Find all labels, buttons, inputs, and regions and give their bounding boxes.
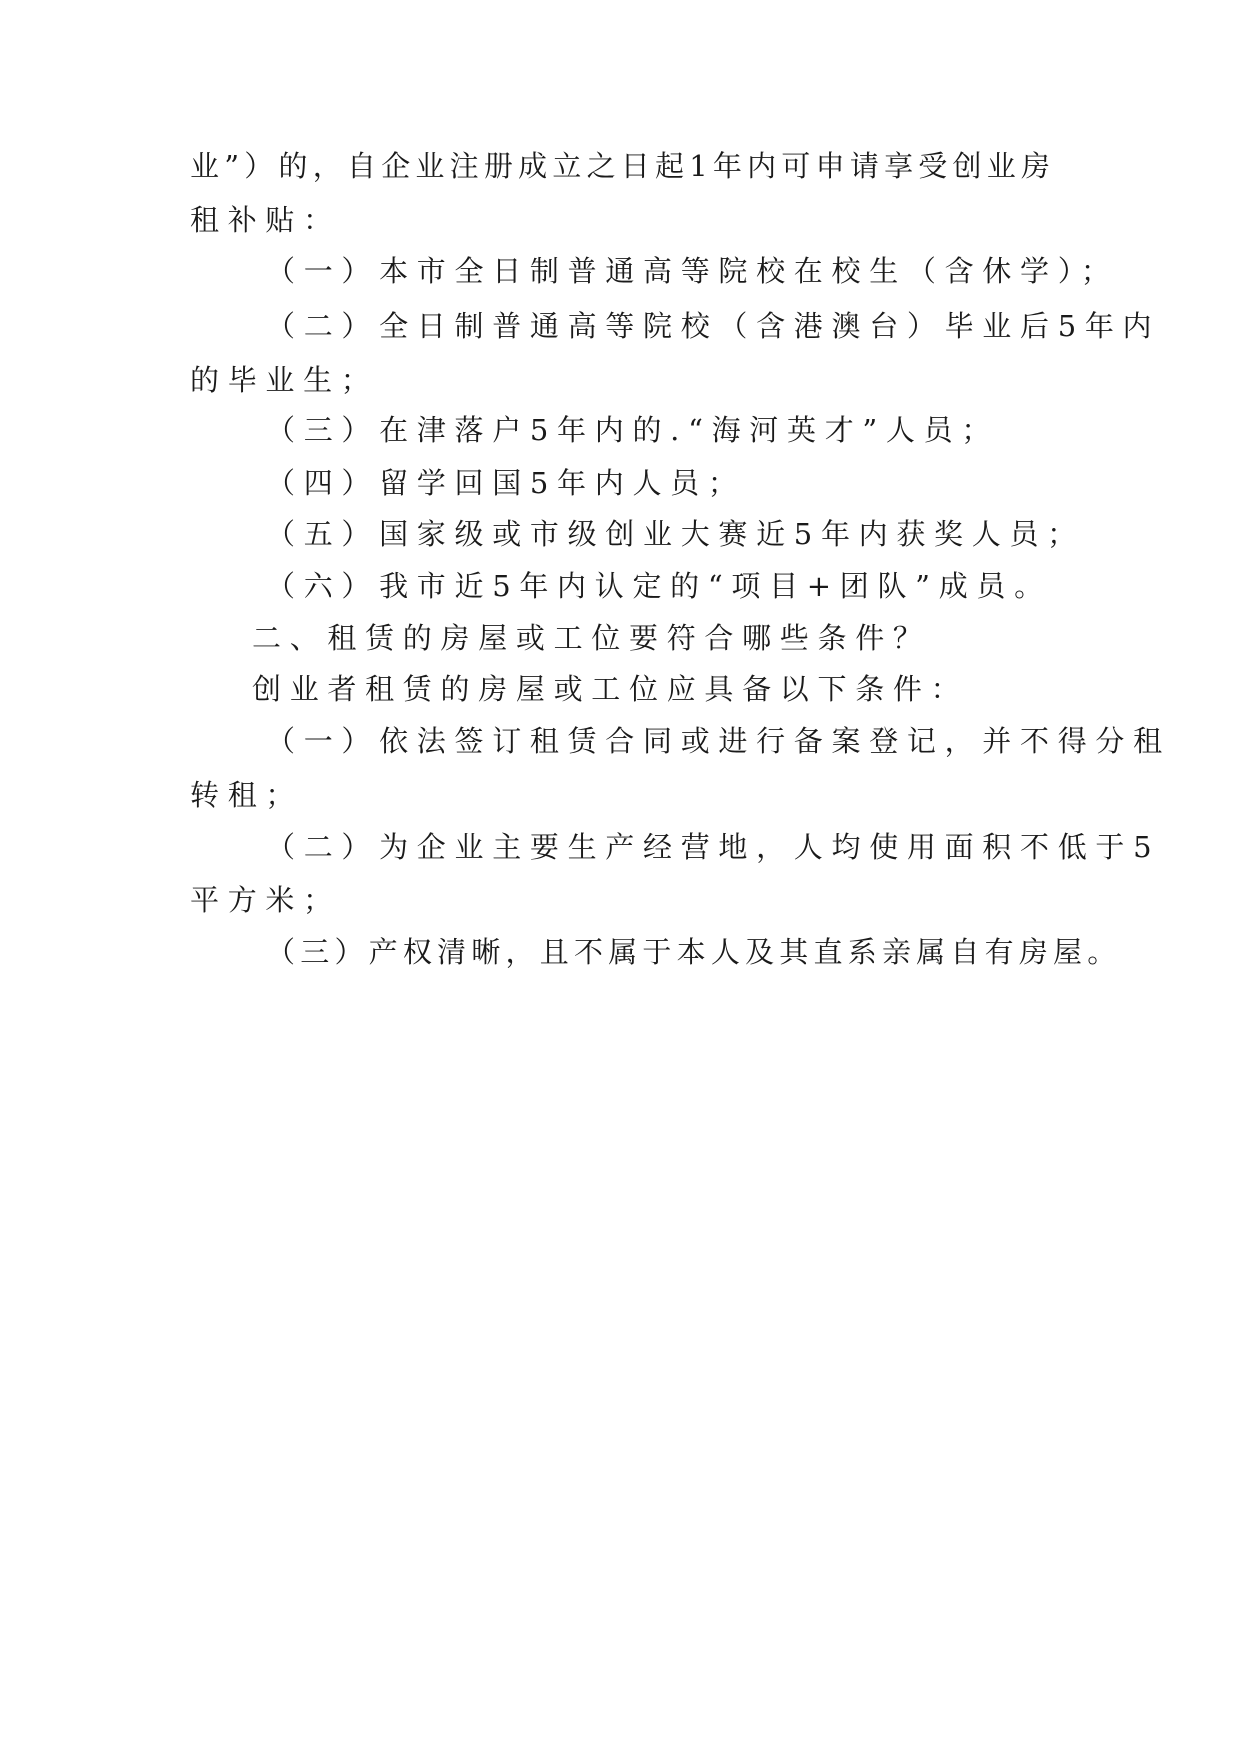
list-item-1-5: （五）国家级或市级创业大赛近5年内获奖人员； [266,517,1085,551]
body-line-2: 租补贴： [190,203,341,237]
list-item-2-2: （二）为企业主要生产经营地，人均使用面积不低于5 [266,830,1161,864]
list-item-1-1: （一）本市全日制普通高等院校在校生（含休学）； [266,254,1119,288]
list-item-2-1-continued: 转租； [190,778,304,812]
section-intro-2: 创业者租赁的房屋或工位应具备以下条件： [252,672,969,706]
list-item-2-3: （三）产权清晰，且不属于本人及其直系亲属自有房屋。 [266,935,1122,969]
list-item-2-2-continued: 平方米； [190,883,341,917]
list-item-1-2-continued: 的毕业生； [190,363,379,397]
section-heading-2: 二、租赁的房屋或工位要符合哪些条件？ [252,621,931,655]
body-line-1: 业”）的，自企业注册成立之日起1年内可申请享受创业房 [190,149,1050,183]
list-item-1-3: （三）在津落户5年内的.“海河英才”人员； [266,413,1000,447]
list-item-1-2: （二）全日制普通高等院校（含港澳台）毕业后5年内 [266,309,1161,343]
list-item-1-6: （六）我市近5年内认定的“项目+团队”成员。 [266,569,1052,603]
list-item-1-4: （四）留学回国5年内人员； [266,466,746,500]
list-item-2-1: （一）依法签订租赁合同或进行备案登记，并不得分租 [266,724,1171,758]
